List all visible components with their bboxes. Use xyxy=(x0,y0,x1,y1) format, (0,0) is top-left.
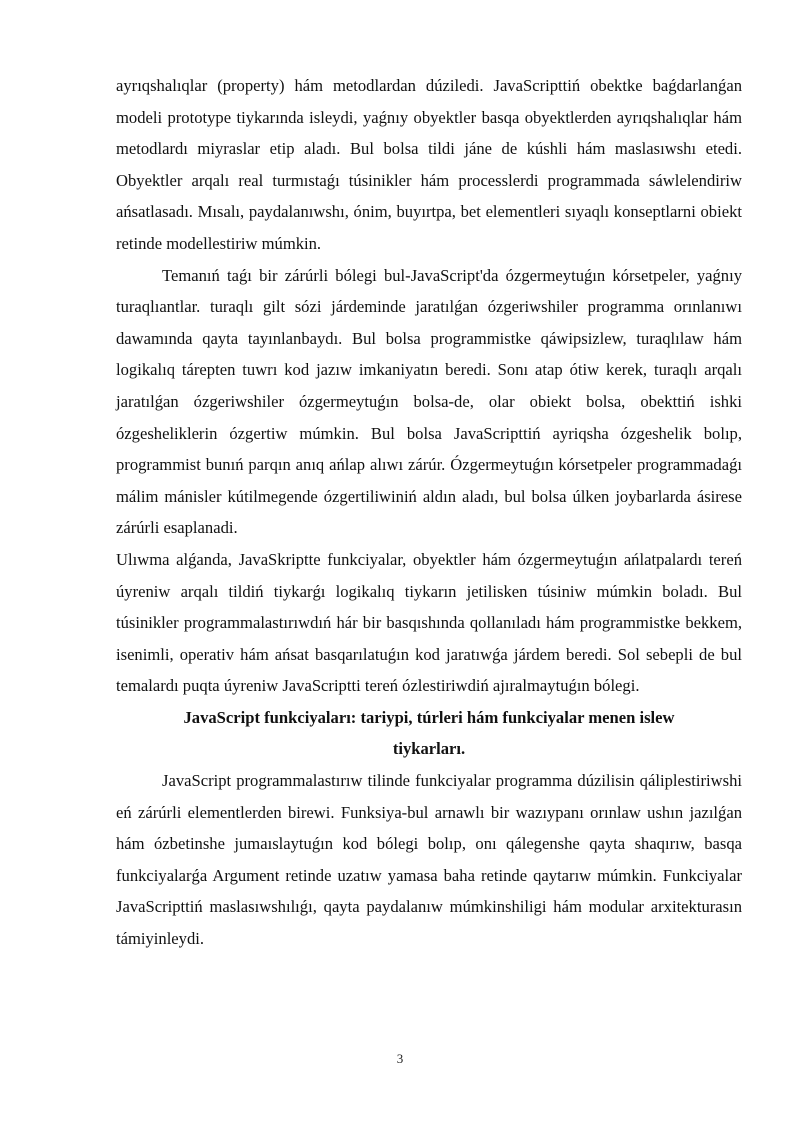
paragraph-constants: Temanıń taǵı bir zárúrli bólegi bul-JavaScript'da ózgermeytuǵın kórsetpeler, yaǵnıy turaqlıantlar. turaqlı gilt sózi járdeminde jaratılǵan ózgeriwshiler programma orınlanıwı dawamında qayta tayınlanbaydı. Bul bolsa programmistke qáwipsizlew, turaqlılaw hám logikalıq tárepten tuwrı kod jazıw imkaniyatın beredi. Sonı atap ótiw kerek, turaqlı arqalı jaratılǵan ózgeriwshiler ózgermeytuǵın bolsa-de, olar obiekt bolsa, obekttiń ishki ózgesheliklerin ózgertiw múmkin. Bul bolsa JavaScripttiń ayriqsha ózgeshelik bolıp, programmist bunıń parqın anıq ańlap alıwı zárúr. Ózgermeytuǵın kórsetpeler programmadaǵı málim mánisler kútilmegende ózgertiliwiniń aldın aladı, bul bolsa úlken joybarlarda ásirese zárúrli esaplanadi. xyxy=(116,265,742,538)
paragraph-functions: JavaScript programmalastırıw tilinde funkciyalar programma dúzilisin qáliplestiriwshi eń zárúrli elementlerden birewi. Funksiya-bul arnawlı bir wazıypanı orınlaw ushın jazılǵan hám ózbetinshe jumaıslaytuǵın kod bólegi bolıp, onı qálegenshe qayta shaqırıw, basqa funkciyalarǵa Argument retinde uzatıw yamasa baha retinde qaytarıw múmkin. Funkciyalar JavaScripttiń maslasıwshılıǵı, qayta paydalanıw múmkinshiligi hám modular arxitekturasın támiyinleydi. xyxy=(116,771,742,949)
page-number: 3 xyxy=(396,1051,404,1066)
document-page xyxy=(116,70,742,955)
section-heading-line-1: JavaScript funkciyaları: tariypi, túrleri hám funkciyalar menen islew xyxy=(183,707,675,727)
paragraph-objects: ayrıqshalıqlar (property) hám metodlardan dúziledi. JavaScripttiń obektke baǵdarlanǵan modeli prototype tiykarında isleydi, yaǵnıy obyektler basqa obyektlerden ayrıqshalıqlar hám metodlardı miyraslar etip aladı. Bul bolsa tildi jáne de kúshli hám maslasıwshı etedi. Obyektler arqalı real turmıstaǵı túsinikler hám processlerdi programmada sáwlelendiriw ańsatlasadı. Mısalı, paydalanıwshı, ónim, buyırtpa, bet elementleri sıyaqlı konseptlarni obiekt retinde modellestiriw múmkin. xyxy=(116,76,742,253)
paragraph-summary: Ulıwma alǵanda, JavaSkriptte funkciyalar, obyektler hám ózgermeytuǵın ańlatpalardı tereń úyreniw arqalı tildiń tiykarǵı logikalıq tiykarın jetilisken túsiniw múmkin boladı. Bul túsinikler programmalastırıwdıń hár bir basqıshında qollanıladı hám programmistke bekkem, isenimli, operativ hám ańsat basqarılatuǵın kod jaratıwǵa járdem beredi. Sol sebepli de bul temalardı puqta úyreniw JavaScriptti tereń ózlestiriwdiń ajıralmaytuǵın bólegi. xyxy=(116,549,742,696)
section-heading xyxy=(116,702,742,765)
section-heading-line-2: tiykarları. xyxy=(392,739,466,759)
